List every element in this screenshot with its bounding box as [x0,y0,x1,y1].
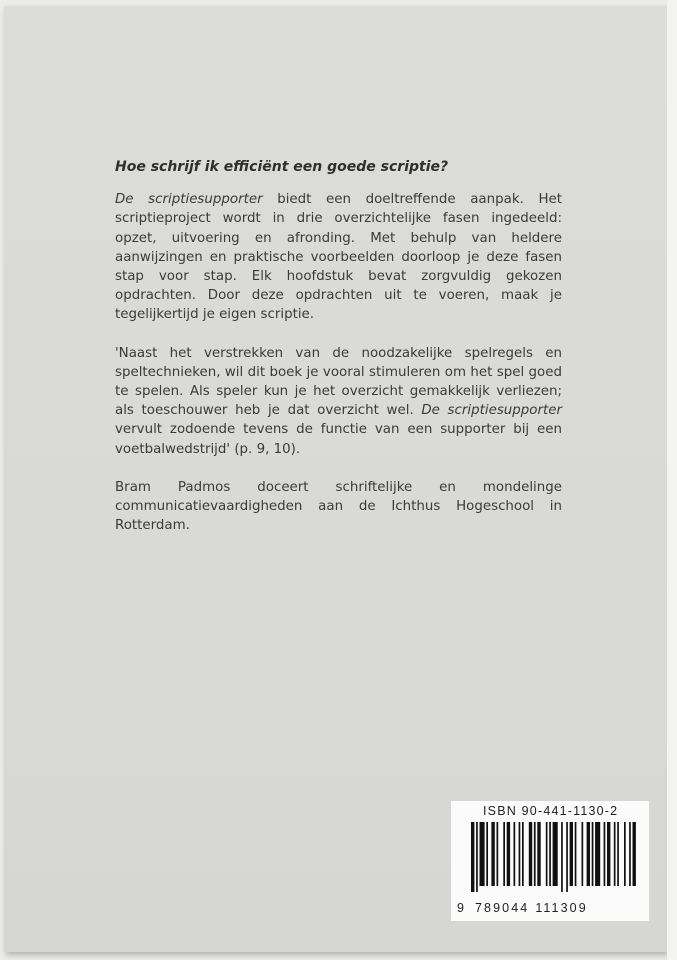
barcode-bar [553,822,558,886]
barcode-bar [587,822,590,886]
barcode-bars [457,822,643,892]
ean-left-group: 789044 [475,901,530,915]
barcode-bar [507,822,510,886]
paragraph-2-text-after: vervult zodoende tevens de functie van een supporter bij een voetbalwedstrijd' (p. 9, 10). [115,422,562,457]
barcode-bar [522,822,524,886]
barcode-bar [476,822,478,892]
blurb-text [115,158,562,554]
barcode-bar [480,822,485,886]
isbn-label: ISBN 90-441-1130-2 [483,804,619,818]
barcode-bar [595,822,600,886]
barcode-bar [633,822,636,886]
barcode-bar [503,822,505,886]
barcode-bar [486,822,488,886]
book-title-italic: De scriptiesupporter [421,403,562,419]
ean-right-group: 111309 [535,901,588,915]
book-title-italic: De scriptiesupporter [115,192,263,208]
blurb-paragraph-1 [115,190,562,324]
barcode-bar [497,822,499,886]
paragraph-1-text: biedt een doeltreffende aanpak. Het scriptieproject wordt in drie overzichtelijke fasen ingedeeld: opzet, uitvoering en afronding. Met behulp van heldere aanwijzingen en praktische voorbeelden doorloop je deze fasen stap voor stap. Elk hoofdstuk bevat zorgvuldig gekozen opdrachten. Door deze opdrachten uit te voeren, maak je tegelijkertijd je eigen scriptie. [115,192,563,323]
barcode-bar [624,822,626,886]
barcode-bar [604,822,606,886]
barcode-bar [471,822,474,892]
barcode-bar [570,822,573,886]
paragraph-2-text-before: 'Naast het verstrekken van de noodzakelijke spelregels en speltechnieken, wil dit boek je vooral stimuleren om het spel goed te spelen. Als speler kun je het overzicht gemakkelijk verliezen; als toeschouwer heb je dat overzicht wel. [115,345,562,419]
barcode-bar [534,822,536,886]
barcode-bar [629,822,631,886]
barcode-bar [519,822,521,886]
barcode-bar [575,822,577,886]
barcode-bar [607,822,610,886]
barcode-bar [537,822,540,886]
author-bio: Bram Padmos doceert schriftelijke en mondelinge communicatievaardigheden aan de Ichthus Hogeschool in Rotterdam. [115,479,562,534]
barcode-bar [592,822,594,886]
barcode-bar [549,822,551,886]
ean-first-digit: 9 [457,901,464,915]
page-edge [667,0,677,960]
barcode-bar [491,822,494,886]
barcode-bar [514,822,516,886]
barcode-bar [561,822,563,892]
blurb-heading: Hoe schrijf ik efficiënt een goede scriptie? [115,159,449,175]
barcode-bar [582,822,584,886]
barcode-bar [614,822,616,886]
blurb-paragraph-2 [115,344,562,459]
barcode-bar [546,822,548,886]
barcode-bar [617,822,619,886]
barcode-bar [566,822,568,892]
isbn-barcode [451,801,649,921]
ean-number [457,901,643,915]
barcode-bar [529,822,532,886]
